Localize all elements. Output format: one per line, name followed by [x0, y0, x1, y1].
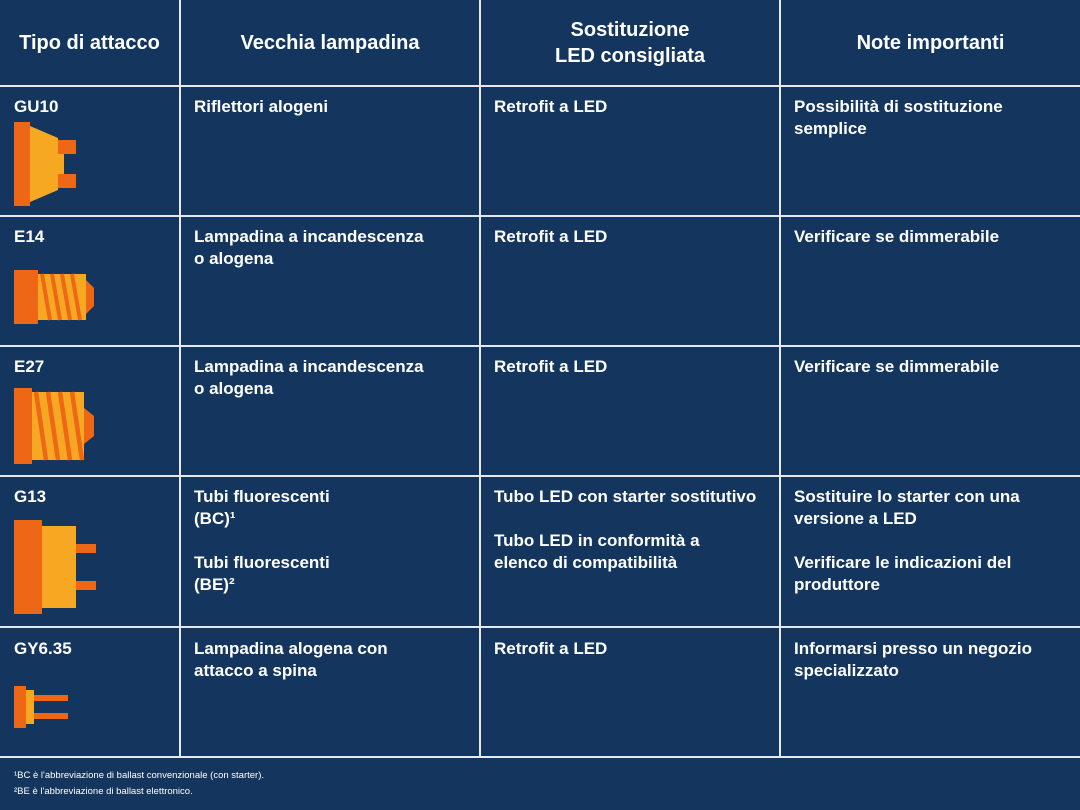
row-divider	[0, 345, 1080, 347]
notes-cell: Sostituire lo starter con una versione a LED Verificare le indicazioni del produttore	[794, 487, 1020, 594]
column-divider	[779, 0, 781, 758]
header-notes: Note importanti	[856, 32, 1005, 54]
old-bulb-cell: Riflettori alogeni	[194, 97, 329, 116]
row-divider	[0, 475, 1080, 477]
socket-label: E14	[14, 227, 45, 246]
footnote-be: ²BE è l'abbreviazione di ballast elettronico.	[14, 786, 193, 797]
replacement-cell: Retrofit a LED	[494, 357, 608, 376]
replacement-cell: Tubo LED con starter sostitutivo Tubo LED in conformità a elenco di compatibilità	[494, 487, 757, 572]
header-socket-type: Tipo di attacco	[19, 32, 160, 54]
socket-label: GY6.35	[14, 639, 72, 658]
notes-cell: Possibilità di sostituzione semplice	[794, 97, 1003, 138]
footnotes	[14, 768, 264, 800]
socket-label: G13	[14, 487, 47, 506]
column-divider	[179, 0, 181, 758]
old-bulb-cell: Lampadina alogena con attacco a spina	[194, 639, 388, 680]
header-led-replacement: Sostituzione LED consigliata	[554, 19, 706, 67]
row-divider	[0, 626, 1080, 628]
notes-cell: Verificare se dimmerabile	[794, 227, 1000, 246]
footnote-bc: ¹BC è l'abbreviazione di ballast convenzionale (con starter).	[14, 770, 264, 781]
row-divider	[0, 756, 1080, 758]
old-bulb-cell: Tubi fluorescenti (BC)¹ Tubi fluorescenti (BE)²	[194, 487, 330, 594]
header-old-bulb: Vecchia lampadina	[240, 32, 420, 54]
e27-socket-icon	[14, 388, 96, 464]
replacement-cell: Retrofit a LED	[494, 639, 608, 658]
socket-label: E27	[14, 357, 45, 376]
e14-socket-icon	[14, 270, 96, 324]
socket-label: GU10	[14, 97, 59, 116]
old-bulb-cell: Lampadina a incandescenza o alogena	[194, 227, 424, 268]
old-bulb-cell: Lampadina a incandescenza o alogena	[194, 357, 424, 398]
g13-socket-icon	[14, 520, 98, 614]
gu10-socket-icon	[14, 122, 78, 206]
column-divider	[479, 0, 481, 758]
notes-cell: Verificare se dimmerabile	[794, 357, 1000, 376]
replacement-cell: Retrofit a LED	[494, 97, 608, 116]
notes-cell: Informarsi presso un negozio specializzato	[794, 639, 1033, 680]
row-divider	[0, 215, 1080, 217]
replacement-cell: Retrofit a LED	[494, 227, 608, 246]
gy635-socket-icon	[14, 686, 70, 728]
